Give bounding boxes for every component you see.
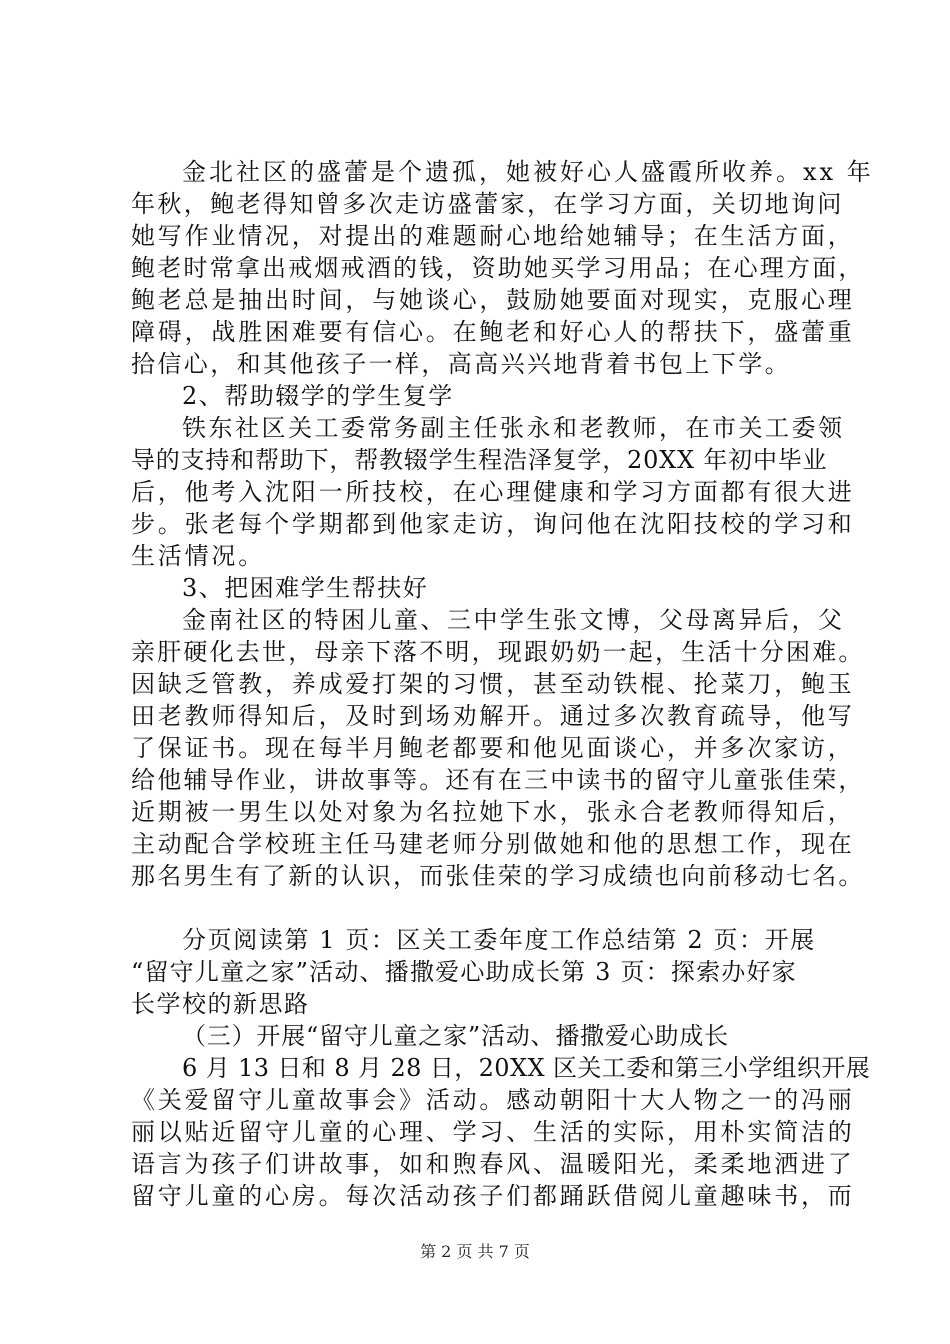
text-line: 铁东社区关工委常务副主任张永和老教师，在市关工委领 [182, 414, 845, 442]
text-line: 导的支持和帮助下，帮教辍学生程浩泽复学，20XX 年初中毕业 [131, 446, 828, 474]
text-line: 那名男生有了新的认识，而张佳荣的学习成绩也向前移动七名。 [131, 862, 865, 890]
text-line: 分页阅读第 1 页：区关工委年度工作总结第 2 页：开展 [182, 926, 816, 954]
text-line: 生活情况。 [131, 542, 265, 570]
text-line: 拾信心，和其他孩子一样，高高兴兴地背着书包上下学。 [131, 350, 791, 378]
text-line: 金北社区的盛蕾是个遗孤，她被好心人盛霞所收养。xx 年 [182, 158, 874, 186]
text-line: “留守儿童之家”活动、播撒爱心助成长第 3 页：探索办好家 [131, 958, 797, 986]
text-line: 2、帮助辍学的学生复学 [182, 382, 454, 410]
text-line: 6 月 13 日和 8 月 28 日，20XX 区关工委和第三小学组织开展 [182, 1054, 871, 1082]
text-line: 鲍老总是抽出时间，与她谈心，鼓励她要面对现实，克服心理 [131, 286, 855, 314]
text-line: 金南社区的特困儿童、三中学生张文博，父母离异后，父 [182, 606, 845, 634]
text-line: 近期被一男生以处对象为名拉她下水，张永合老教师得知后， [131, 798, 855, 826]
text-line: 障碍，战胜困难要有信心。在鲍老和好心人的帮扶下，盛蕾重 [131, 318, 855, 346]
text-line: 她写作业情况，对提出的难题耐心地给她辅导；在生活方面， [131, 222, 855, 250]
text-line: 3、把困难学生帮扶好 [182, 574, 429, 602]
text-line: 后，他考入沈阳一所技校，在心理健康和学习方面都有很大进 [131, 478, 855, 506]
text-line: 《关爱留守儿童故事会》活动。感动朝阳十大人物之一的冯丽 [131, 1086, 855, 1114]
text-line: （三）开展“留守儿童之家”活动、播撒爱心助成长 [182, 1022, 729, 1050]
text-line: 长学校的新思路 [131, 990, 310, 1018]
text-line: 田老教师得知后，及时到场劝解开。通过多次教育疏导，他写 [131, 702, 855, 730]
page-footer: 第 2 页 共 7 页 [420, 1242, 530, 1261]
text-line: 留守儿童的心房。每次活动孩子们都踊跃借阅儿童趣味书，而 [131, 1182, 855, 1210]
text-line: 亲肝硬化去世，母亲下落不明，现跟奶奶一起，生活十分困难。 [131, 638, 865, 666]
text-line: 因缺乏管教，养成爱打架的习惯，甚至动铁棍、抡菜刀，鲍玉 [131, 670, 855, 698]
text-line: 鲍老时常拿出戒烟戒酒的钱，资助她买学习用品；在心理方面， [131, 254, 865, 282]
text-line: 语言为孩子们讲故事，如和煦春风、温暖阳光，柔柔地洒进了 [131, 1150, 855, 1178]
text-line: 丽以贴近留守儿童的心理、学习、生活的实际，用朴实简洁的 [131, 1118, 855, 1146]
text-line: 年秋，鲍老得知曾多次走访盛蕾家，在学习方面，关切地询问 [131, 190, 844, 218]
text-line: 主动配合学校班主任马建老师分别做她和他的思想工作，现在 [131, 830, 855, 858]
text-line: 步。张老每个学期都到他家走访，询问他在沈阳技校的学习和 [131, 510, 855, 538]
text-line: 了保证书。现在每半月鲍老都要和他见面谈心，并多次家访， [131, 734, 855, 762]
text-line: 给他辅导作业，讲故事等。还有在三中读书的留守儿童张佳荣， [131, 766, 865, 794]
